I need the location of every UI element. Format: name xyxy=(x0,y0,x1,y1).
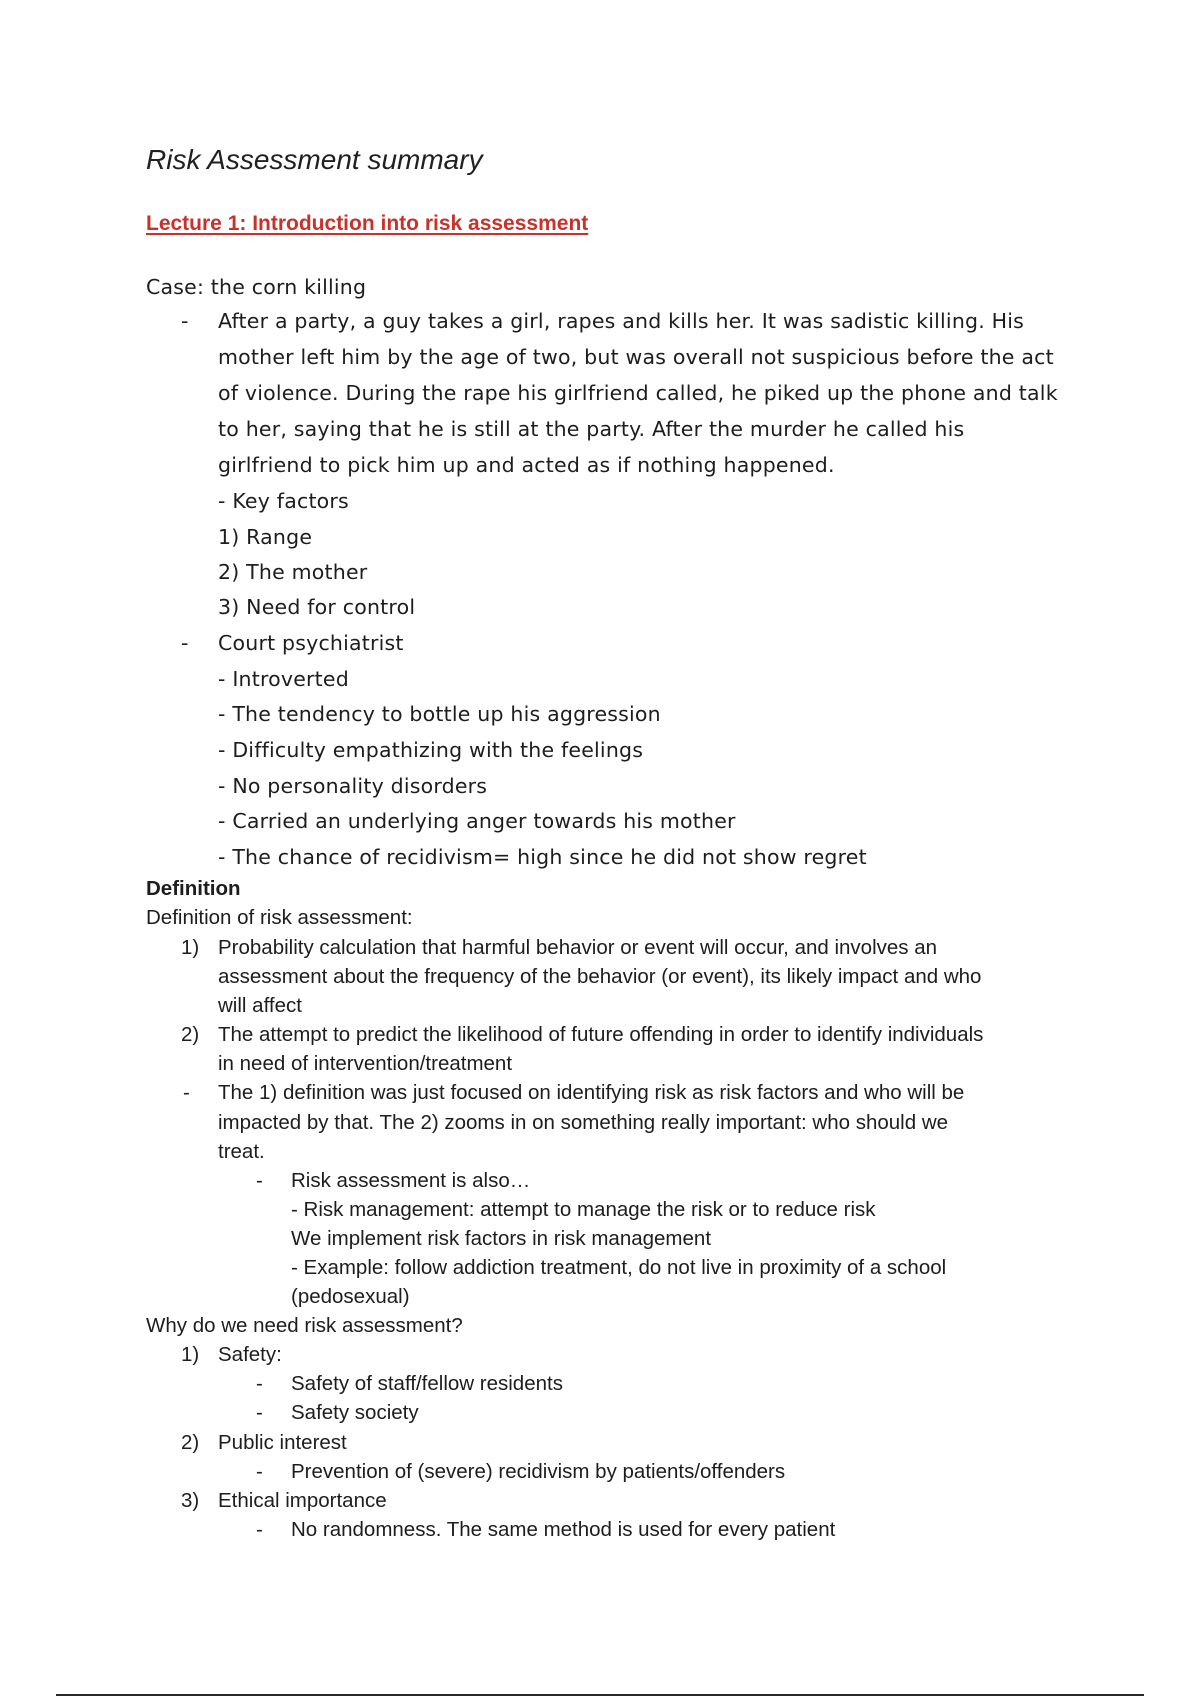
reason-point: Safety of staff/fellow residents xyxy=(291,1372,563,1395)
definition-line: in need of intervention/treatment xyxy=(218,1052,513,1075)
psychiatrist-point: - The tendency to bottle up his aggression xyxy=(218,702,661,726)
definition-intro: Definition of risk assessment: xyxy=(146,906,413,929)
psychiatrist-label: Court psychiatrist xyxy=(218,631,404,655)
bullet: - xyxy=(183,1081,190,1104)
story-line: girlfriend to pick him up and acted as if nothing happened. xyxy=(218,453,835,477)
sub-line: - Risk management: attempt to manage the risk or to reduce risk xyxy=(291,1198,876,1221)
definition-heading: Definition xyxy=(146,877,241,900)
key-factors-label: - Key factors xyxy=(218,489,349,513)
bullet: - xyxy=(181,309,189,333)
reason-point: No randomness. The same method is used for every patient xyxy=(291,1518,836,1541)
psychiatrist-point: - Carried an underlying anger towards his mother xyxy=(218,809,736,833)
definition-line: Probability calculation that harmful behavior or event will occur, and involves an xyxy=(218,936,938,959)
list-number: 1) xyxy=(181,1343,200,1366)
definition-line: The attempt to predict the likelihood of future offending in order to identify individuals xyxy=(218,1023,984,1046)
list-number: 3) xyxy=(181,1489,200,1512)
sub-label: Risk assessment is also… xyxy=(291,1169,531,1192)
psychiatrist-point: - Difficulty empathizing with the feelings xyxy=(218,738,644,762)
key-factor: 2) The mother xyxy=(218,560,368,584)
list-number: 1) xyxy=(181,936,200,959)
note-line: treat. xyxy=(218,1140,265,1163)
bullet: - xyxy=(256,1372,263,1395)
bullet: - xyxy=(181,631,189,655)
sub-line: - Example: follow addiction treatment, do not live in proximity of a school xyxy=(291,1256,947,1279)
list-number: 2) xyxy=(181,1431,200,1454)
reason-label: Ethical importance xyxy=(218,1489,387,1512)
page-bottom-rule xyxy=(56,1694,1144,1696)
sub-line: (pedosexual) xyxy=(291,1285,410,1308)
psychiatrist-point: - No personality disorders xyxy=(218,774,488,798)
bullet: - xyxy=(256,1401,263,1424)
reason-label: Public interest xyxy=(218,1431,347,1454)
case-label: Case: the corn killing xyxy=(146,275,367,299)
bullet: - xyxy=(256,1460,263,1483)
document-title: Risk Assessment summary xyxy=(146,144,483,175)
psychiatrist-point: - Introverted xyxy=(218,667,349,691)
bullet: - xyxy=(256,1518,263,1541)
lecture-heading: Lecture 1: Introduction into risk assessment xyxy=(146,212,589,235)
note-line: The 1) definition was just focused on identifying risk as risk factors and who will be xyxy=(218,1081,965,1104)
definition-line: will affect xyxy=(218,994,302,1017)
reason-label: Safety: xyxy=(218,1343,282,1366)
note-line: impacted by that. The 2) zooms in on something really important: who should we xyxy=(218,1111,949,1134)
key-factor: 1) Range xyxy=(218,525,313,549)
reason-point: Prevention of (severe) recidivism by patients/offenders xyxy=(291,1460,786,1483)
why-question: Why do we need risk assessment? xyxy=(146,1314,463,1337)
story-line: After a party, a guy takes a girl, rapes and kills her. It was sadistic killing. His xyxy=(218,309,1025,333)
list-number: 2) xyxy=(181,1023,200,1046)
story-line: of violence. During the rape his girlfriend called, he piked up the phone and talk xyxy=(218,381,1058,405)
psychiatrist-point: - The chance of recidivism= high since he did not show regret xyxy=(218,845,867,869)
story-line: mother left him by the age of two, but was overall not suspicious before the act xyxy=(218,345,1054,369)
story-line: to her, saying that he is still at the party. After the murder he called his xyxy=(218,417,965,441)
reason-point: Safety society xyxy=(291,1401,419,1424)
sub-line: We implement risk factors in risk management xyxy=(291,1227,712,1250)
key-factor: 3) Need for control xyxy=(218,595,416,619)
definition-line: assessment about the frequency of the behavior (or event), its likely impact and who xyxy=(218,965,982,988)
bullet: - xyxy=(256,1169,263,1192)
